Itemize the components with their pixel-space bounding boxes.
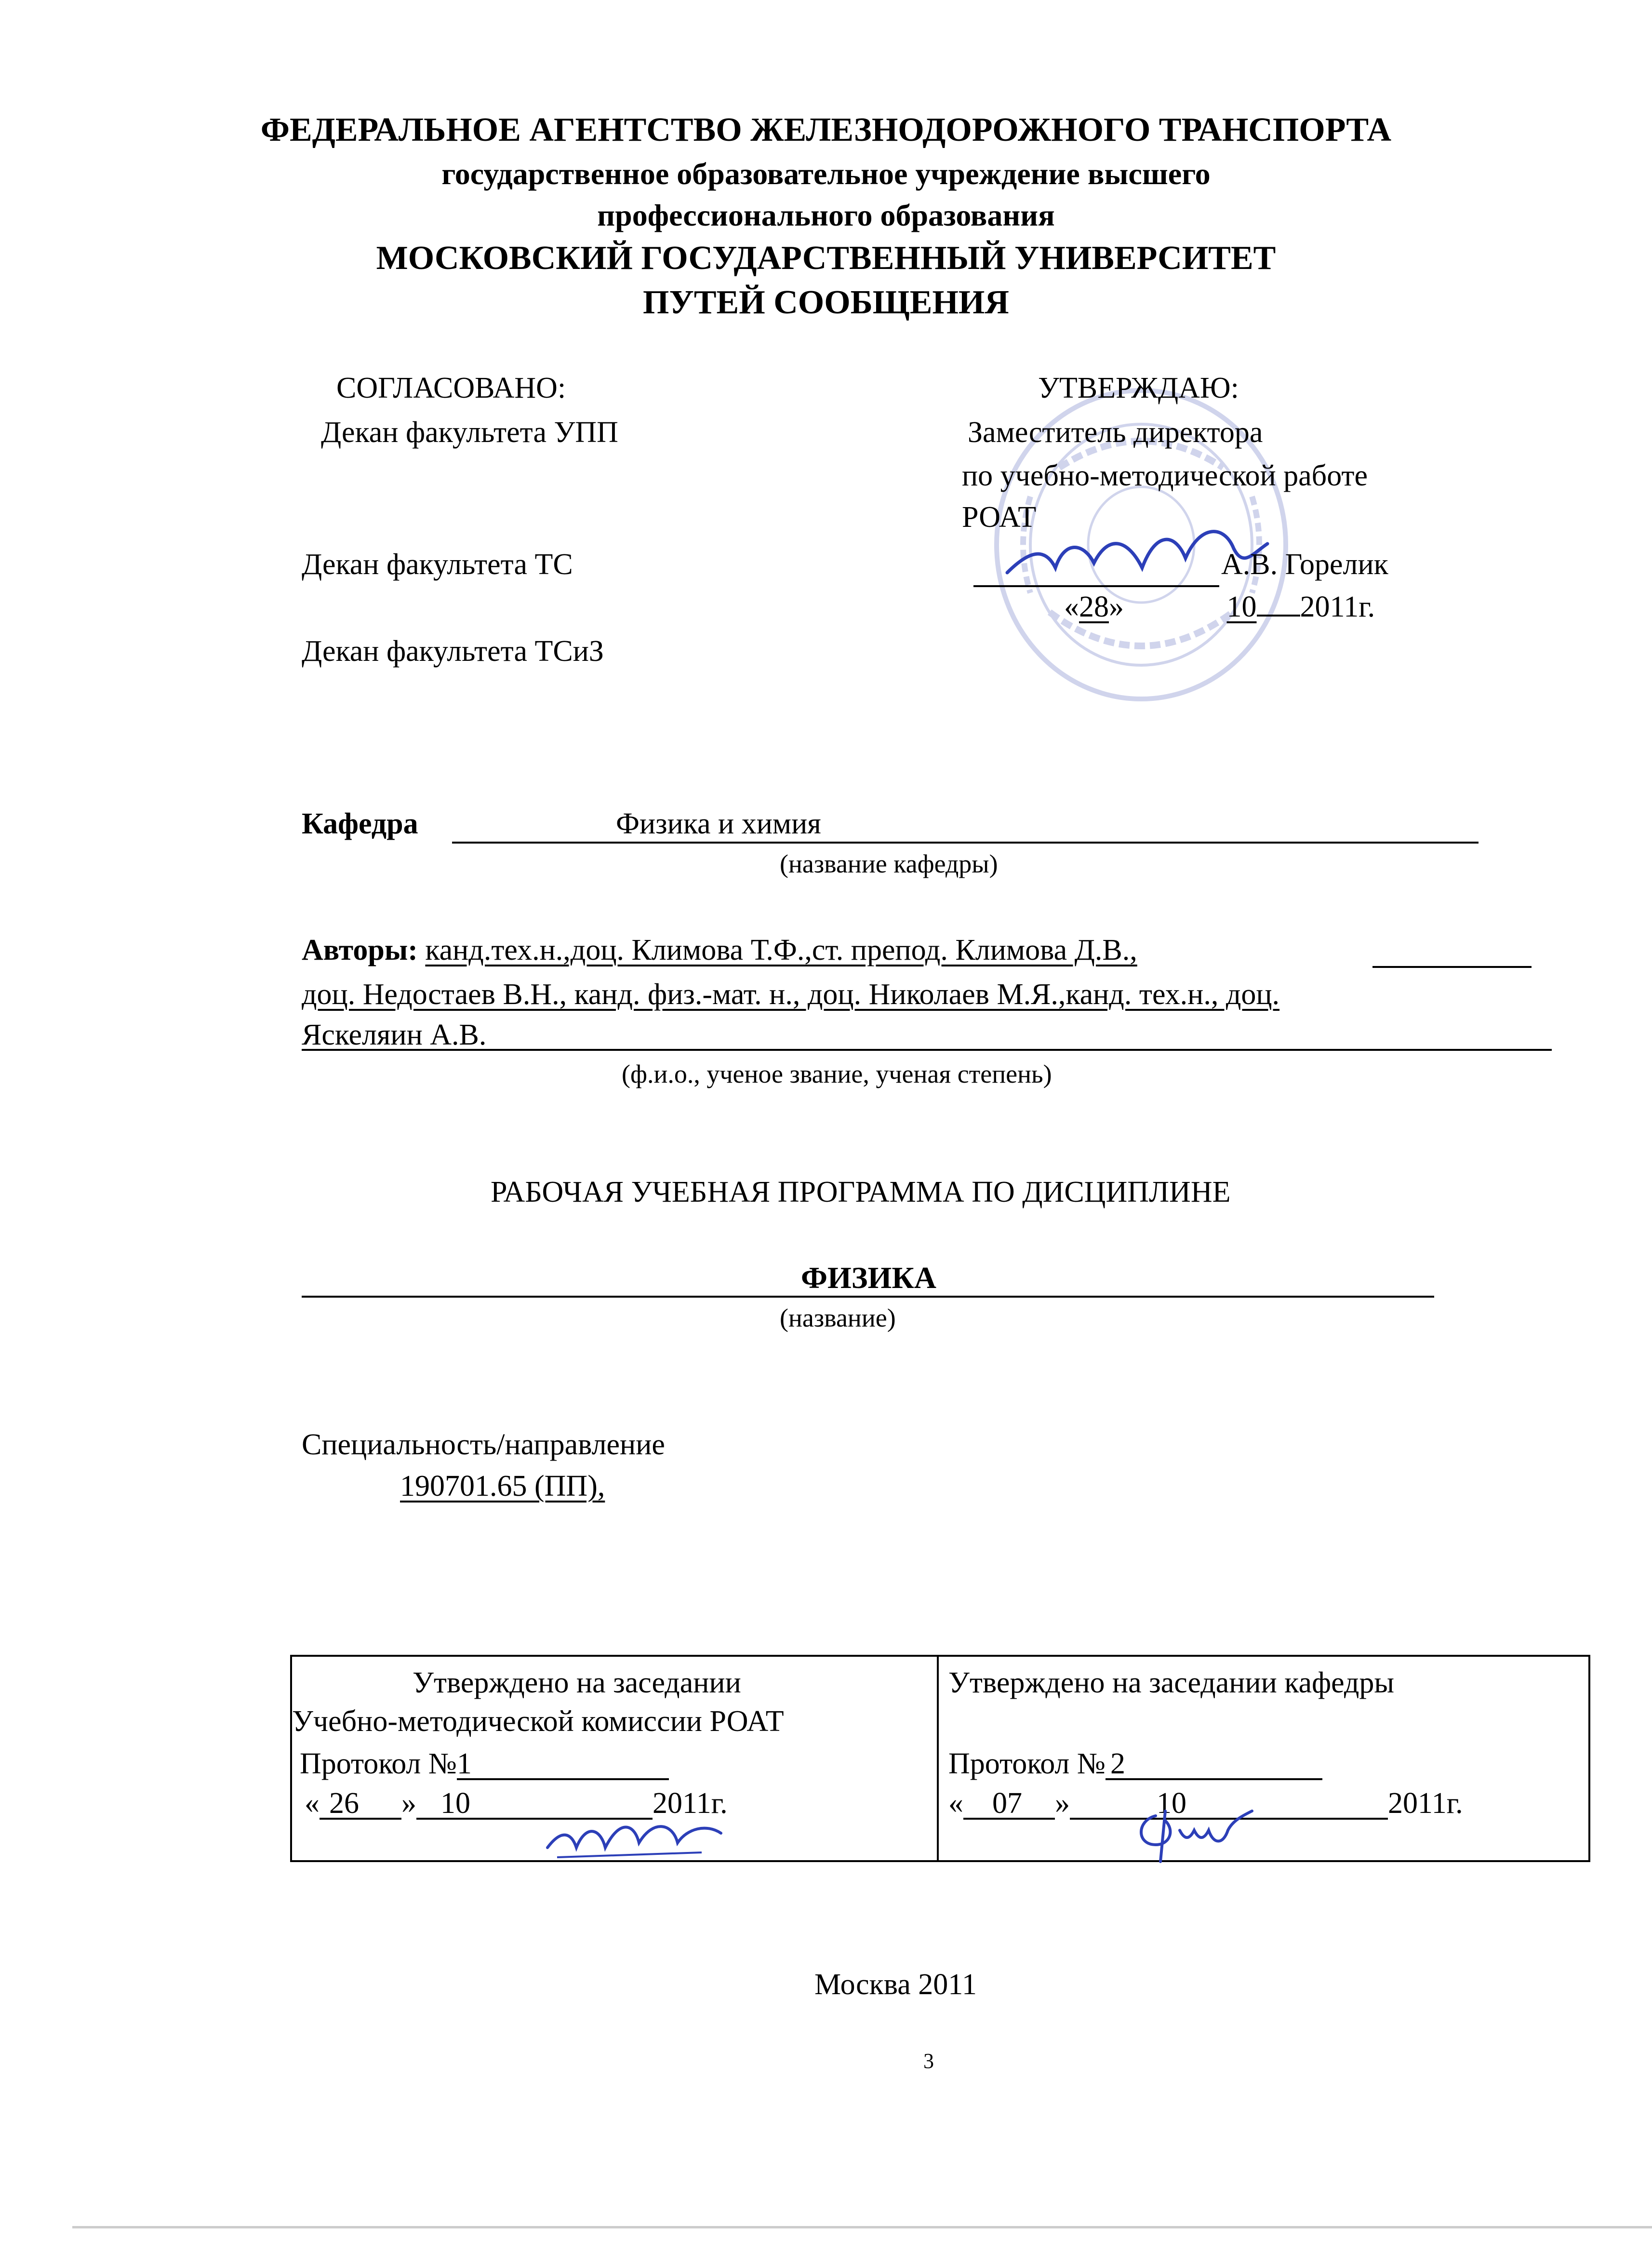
signature-table	[290, 1655, 1590, 1862]
page-number: 3	[923, 2049, 934, 2073]
department-approval-line-1: Утверждено на заседании кафедры	[948, 1666, 1395, 1699]
approver-title-line-1: Заместитель директора	[968, 416, 1263, 449]
university-line-1: МОСКОВСКИЙ ГОСУДАРСТВЕННЫЙ УНИВЕРСИТЕТ	[376, 240, 1276, 277]
institution-line-2: профессионального образования	[597, 198, 1055, 232]
department-date-month: 10	[1070, 1789, 1388, 1820]
commission-date-close: »	[401, 1787, 416, 1820]
approval-date-month-underline	[1257, 590, 1300, 617]
commission-date-day: 26	[320, 1789, 401, 1820]
department-row	[302, 806, 418, 842]
commission-protocol	[300, 1746, 669, 1781]
authors-line-2: доц. Недостаев В.Н., канд. физ.-мат. н., доц. Николаев М.Я.,канд. тех.н., доц.	[302, 978, 1280, 1011]
institution-line-1: государственное образовательное учреждение высшего	[441, 157, 1211, 191]
city-year: Москва 2011	[814, 1968, 977, 2001]
department-date-day: 07	[963, 1789, 1055, 1820]
dean-ts: Декан факультета ТС	[302, 548, 573, 581]
authors-line-1	[302, 932, 1137, 968]
commission-date-year: 2011г.	[653, 1787, 728, 1820]
commission-date-open: «	[305, 1787, 320, 1820]
department-protocol-number: 2	[1106, 1749, 1322, 1780]
discipline-caption: (название)	[780, 1303, 896, 1332]
authors-label: Авторы:	[302, 934, 418, 966]
approval-date-year: 2011г.	[1300, 590, 1375, 623]
commission-date-month: 10	[416, 1789, 653, 1820]
agency-title: ФЕДЕРАЛЬНОЕ АГЕНТСТВО ЖЕЛЕЗНОДОРОЖНОГО ТРАНСПОРТА	[260, 111, 1392, 148]
authors-line-3: Яскеляин А.В.	[302, 1019, 487, 1051]
department-label: Кафедра	[302, 807, 418, 840]
scan-edge-line	[72, 2226, 1652, 2228]
department-date-open: «	[948, 1787, 963, 1820]
table-cell-department	[939, 1657, 1589, 1860]
department-value: Физика и химия	[616, 807, 821, 840]
approval-date-open: «	[1064, 590, 1079, 623]
approver-title-line-2: по учебно-методической работе	[962, 459, 1368, 492]
authors-text-1: канд.тех.н.,доц. Климова Т.Ф.,ст. препод. Климова Д.В.,	[425, 934, 1137, 966]
specialty-value: 190701.65 (ПП),	[400, 1470, 605, 1502]
commission-protocol-number: 1	[457, 1749, 669, 1780]
authors-line-1-underline-tail	[1372, 966, 1532, 968]
commission-signature-icon	[543, 1814, 726, 1867]
agreed-heading: СОГЛАСОВАНО:	[336, 372, 566, 404]
department-protocol-label: Протокол №	[948, 1747, 1106, 1780]
department-protocol	[948, 1746, 1322, 1781]
approver-name: А.В. Горелик	[1221, 548, 1388, 581]
authors-caption: (ф.и.о., ученое звание, ученая степень)	[622, 1060, 1052, 1088]
specialty-label: Специальность/направление	[302, 1428, 665, 1461]
department-signature-icon	[1127, 1801, 1271, 1864]
approval-date-day: 28	[1079, 590, 1109, 623]
discipline-title: ФИЗИКА	[801, 1261, 936, 1295]
department-date-year: 2011г.	[1388, 1787, 1463, 1820]
dean-upp: Декан факультета УПП	[321, 416, 618, 449]
commission-line-2: Учебно-методической комиссии РОАТ	[292, 1705, 784, 1738]
program-heading: РАБОЧАЯ УЧЕБНАЯ ПРОГРАММА ПО ДИСЦИПЛИНЕ	[491, 1176, 1231, 1208]
approver-title-line-3: РОАТ	[962, 501, 1037, 534]
department-date-close: »	[1055, 1787, 1070, 1820]
approval-date-close: »	[1109, 590, 1124, 623]
approval-date-month: 10	[1226, 590, 1257, 623]
department-underline	[452, 842, 1479, 844]
department-caption: (название кафедры)	[780, 849, 998, 878]
approve-heading: УТВЕРЖДАЮ:	[1038, 372, 1239, 404]
approval-date	[1064, 589, 1375, 625]
university-line-2: ПУТЕЙ СООБЩЕНИЯ	[643, 284, 1009, 321]
table-cell-commission	[292, 1657, 937, 1860]
dean-tsiz: Декан факультета ТСиЗ	[302, 635, 604, 668]
authors-line-3-underline	[302, 1049, 1552, 1051]
commission-line-1: Утверждено на заседании	[413, 1666, 741, 1699]
commission-protocol-label: Протокол №	[300, 1747, 457, 1780]
